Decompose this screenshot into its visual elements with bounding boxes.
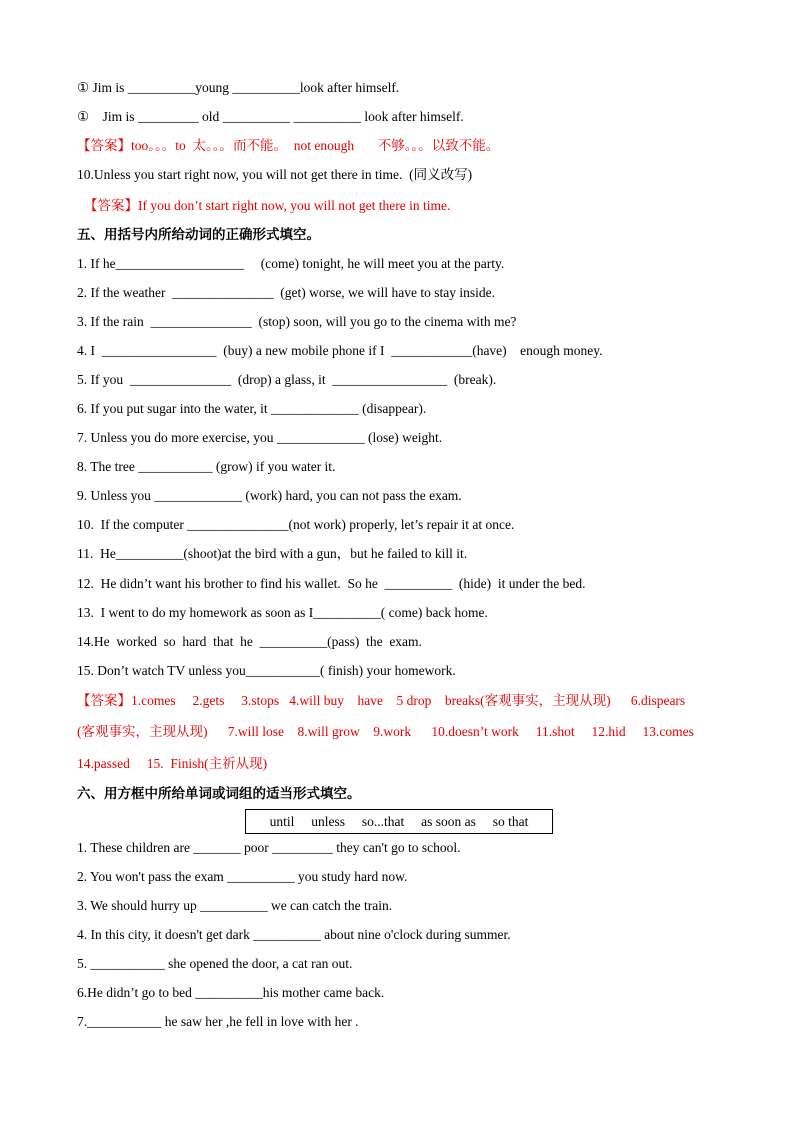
exercise-item: 4. I _________________ (buy) a new mobile phone if I ____________(have) enough money. (77, 343, 603, 358)
exercise-item: 4. In this city, it doesn't get dark __________ about nine o'clock during summer. (77, 927, 511, 942)
exercise-item: 11. He__________(shoot)at the bird with a gun，but he failed to kill it. (77, 546, 468, 561)
exercise-item: 15. Don’t watch TV unless you___________( finish) your homework. (77, 663, 456, 678)
exercise-item: 5. If you _______________ (drop) a glass, it _________________ (break). (77, 372, 497, 387)
exercise-item: 12. He didn’t want his brother to find his wallet. So he __________ (hide) it under the bed. (77, 576, 586, 591)
answer-line: 【答案】too。。。to 太。。。而不能。 not enough 不够。。。以致不能。 (77, 138, 500, 153)
exercise-item: 2. If the weather _______________ (get) worse, we will have to stay inside. (77, 285, 496, 300)
exercise-item: 1. These children are _______ poor _________ they can't go to school. (77, 840, 461, 855)
exercise-line: ① Jim is __________young __________look after himself. (77, 80, 400, 95)
exercise-item: 7. Unless you do more exercise, you _____________ (lose) weight. (77, 430, 443, 445)
exercise-item: 13. I went to do my homework as soon as I__________( come) back home. (77, 605, 488, 620)
word-box-text: until unless so...that as soon as so that (269, 814, 529, 829)
exercise-item: 14.He worked so hard that he __________(pass) the exam. (77, 634, 422, 649)
word-box (245, 809, 553, 834)
exercise-item: 9. Unless you _____________ (work) hard, you can not pass the exam. (77, 488, 462, 503)
exercise-item: 5. ___________ she opened the door, a cat ran out. (77, 956, 353, 971)
answer-line: 14.passed 15. Finish(主祈从现) (77, 756, 268, 771)
answer-line: 【答案】1.comes 2.gets 3.stops 4.will buy have 5 drop breaks(客观事实，主现从现) 6.dispears (77, 693, 686, 708)
exercise-item: 3. We should hurry up __________ we can catch the train. (77, 898, 393, 913)
exercise-item: 6.He didn’t go to bed __________his mother came back. (77, 985, 385, 1000)
exercise-line: 10.Unless you start right now, you will not get there in time. (同义改写) (77, 167, 473, 182)
exercise-item: 10. If the computer _______________(not work) properly, let’s repair it at once. (77, 517, 515, 532)
exercise-item: 7.___________ he saw her ,he fell in love with her . (77, 1014, 359, 1029)
section-title: 五、用括号内所给动词的正确形式填空。 (77, 227, 320, 243)
answer-line: (客观事实，主现从现) 7.will lose 8.will grow 9.work 10.doesn’t work 11.shot 12.hid 13.comes (77, 724, 694, 739)
section-title: 六、用方框中所给单词或词组的适当形式填空。 (77, 786, 361, 802)
answer-line: 【答案】If you don’t start right now, you will not get there in time. (84, 198, 451, 213)
exercise-item: 1. If he___________________ (come) tonight, he will meet you at the party. (77, 256, 505, 271)
exercise-line: ① Jim is _________ old __________ __________ look after himself. (77, 109, 464, 124)
exercise-item: 6. If you put sugar into the water, it _____________ (disappear). (77, 401, 427, 416)
exercise-item: 2. You won't pass the exam __________ you study hard now. (77, 869, 408, 884)
exercise-item: 3. If the rain _______________ (stop) soon, will you go to the cinema with me? (77, 314, 517, 329)
exercise-item: 8. The tree ___________ (grow) if you water it. (77, 459, 336, 474)
